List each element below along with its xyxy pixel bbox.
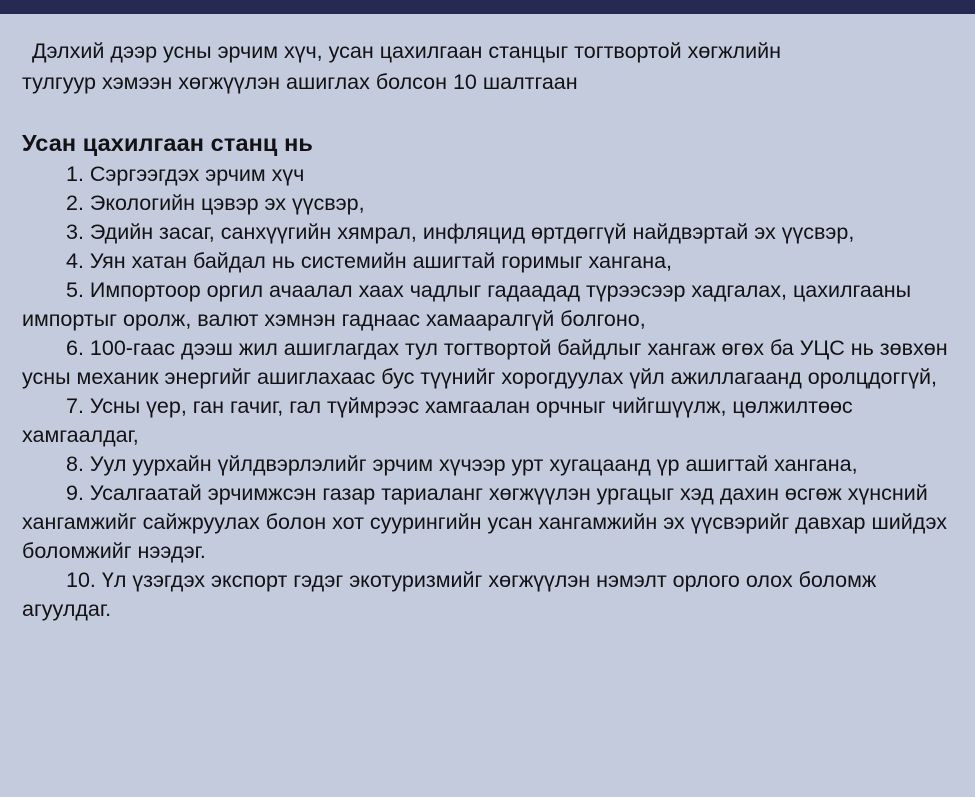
intro-line-2: тулгуур хэмээн хөгжүүлэн ашиглах болсон 10 шалтгаан xyxy=(22,70,578,94)
reasons-list xyxy=(22,160,962,624)
section-heading: Усан цахилгаан станц нь xyxy=(22,130,313,156)
intro-paragraph xyxy=(22,36,962,98)
list-item: 7. Усны үер, ган гачиг, гал түймрээс хамгаалан орчныг чийгшүүлж, цөлжилтөөс хамгаалдаг, xyxy=(22,394,853,447)
list-item: 6. 100-гаас дээш жил ашиглагдах тул тогтвортой байдлыг хангаж өгөх ба УЦС нь зөвхөн усны механик энергийг ашиглахаас бус түүнийг хорогдуулах үйл ажиллагаанд оролцдоггүй, xyxy=(22,336,948,389)
list-item: 2. Экологийн цэвэр эх үүсвэр, xyxy=(66,191,365,215)
list-item: 8. Уул уурхайн үйлдвэрлэлийг эрчим хүчээр урт хугацаанд үр ашигтай хангана, xyxy=(66,452,858,476)
intro-line-1: Дэлхий дээр усны эрчим хүч, усан цахилгаан станцыг тогтвортой хөгжлийн xyxy=(32,39,781,63)
list-item: 10. Үл үзэгдэх экспорт гэдэг экотуризмийг хөгжүүлэн нэмэлт орлого олох боломж агуулдаг. xyxy=(22,568,877,621)
top-border-bar xyxy=(0,0,975,14)
document-body xyxy=(22,36,962,624)
list-item: 5. Импортоор оргил ачаалал хаах чадлыг гадаадад түрээсээр хадгалах, цахилгааны импортыг оролж, валют хэмнэн гаднаас хамааралгүй болгоно, xyxy=(22,278,912,331)
list-item: 1. Сэргээгдэх эрчим хүч xyxy=(66,162,305,186)
list-item: 3. Эдийн засаг, санхүүгийн хямрал, инфляцид өртдөггүй найдвэртай эх үүсвэр, xyxy=(66,220,855,244)
list-item: 4. Уян хатан байдал нь системийн ашигтай горимыг хангана, xyxy=(66,249,673,273)
list-item: 9. Усалгаатай эрчимжсэн газар тариаланг хөгжүүлэн ургацыг хэд дахин өсгөж хүнсний хангамжийг сайжруулах болон хот суурингийн усан хангамжийн эх үүсвэрийг давхар шийдэх боломжийг нээдэг. xyxy=(22,481,947,563)
